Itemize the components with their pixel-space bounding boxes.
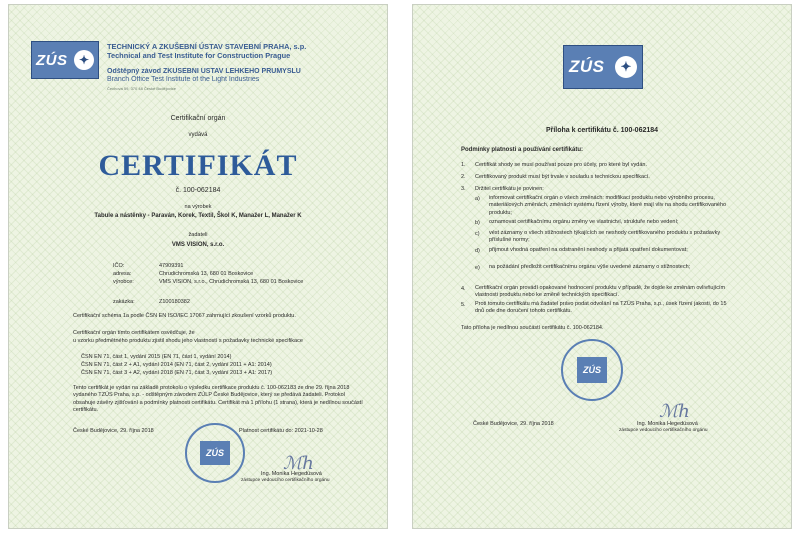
- item-number: 4.: [461, 286, 466, 292]
- validity-date: Platnost certifikátu do: 2021-10-28: [239, 428, 323, 434]
- item-number: 3.: [461, 186, 466, 192]
- condition-item: Certifikovaný produkt musí být trvale v souladu s technickou specifikací.: [475, 174, 650, 180]
- field-label: adresa:: [113, 271, 132, 277]
- signature-icon: ℳh: [283, 453, 314, 474]
- stamp-logo: ZÚS: [200, 441, 229, 466]
- condition-item: Proti tomuto certifikátu má žadatel právo podat odvolání na TZÚS Praha, s.p., úsek řízení jakosti, do 15 dnů ode dne doručení tohoto certifikátu.: [475, 301, 727, 315]
- item-number: 2.: [461, 174, 466, 180]
- annex-page: [412, 4, 792, 529]
- certificate-page: [8, 4, 388, 529]
- institute-name-en: Technical and Test Institute for Construction Prague: [107, 51, 291, 60]
- issues-label: vydává: [188, 132, 208, 138]
- attest-line-1: Certifikační orgán tímto certifikátem osvědčuje, že: [73, 330, 195, 336]
- condition-subitem: oznamovat certifikačnímu orgánu změny ve vlastnictví, struktuře nebo vedení;: [489, 219, 679, 225]
- branch-office-name-en: Branch Office Test Institute of the Light Industries: [107, 76, 260, 83]
- annex-title: Příloha k certifikátu č. 100-062184: [545, 127, 659, 134]
- certifying-body: Certifikační orgán: [170, 115, 226, 122]
- basis-text: Tento certifikát je vydán na základě protokolu o výsledku certifikace produktu č. 100-062183 ze dne 29. října 2018 vydaného TZÚS Praha, s.p. - odštěpným závodem ZÚLP České Budějovice, který se předává žadateli. Protokol obsahuje závěry zjišťování a podmínky platnosti certifikátu. Certifikát má 1 přílohu (1 strana), která je nedílnou součástí certifikátu.: [73, 385, 363, 414]
- scheme-text: Certifikační schéma 1a podle ČSN EN ISO/IEC 17067 zahrnující zkoušení vzorků produktu.: [73, 313, 296, 319]
- institute-name: TECHNICKÝ A ZKUŠEBNÍ ÚSTAV STAVEBNÍ PRAHA, s.p.: [107, 42, 307, 51]
- condition-item: Certifikační orgán provádí opakované hodnocení produktu v případě, že dojde ke změnám ovlivňujícím vlastnosti produktu nebo ke změně technických specifikací.: [475, 285, 726, 299]
- attest-line-2: u vzorku předmětného produktu zjistil shodu jeho vlastností s požadavky technické specifikace: [73, 338, 303, 344]
- item-number: 5.: [461, 302, 466, 308]
- product-name: Tabule a nástěnky - Paraván, Korek, Textil, Škol K, Manažer L, Manažer K: [94, 213, 302, 219]
- field-label: výrobce:: [113, 279, 134, 285]
- signatory-name: Ing. Monika Hegedüsová: [261, 471, 322, 477]
- logo-text: ZÚS: [36, 51, 68, 69]
- field-value: VMS VISION, s.r.o., Chrudichromská 13, 680 01 Boskovice: [159, 279, 304, 285]
- zus-logo: [31, 41, 99, 79]
- condition-subitem: informovat certifikační orgán o všech změnách: modifikaci produktu nebo výrobního procesu, materiálových změnách, změnách systému řízení výroby, které mají vliv na shodu certifikovaného produktu;: [489, 195, 727, 216]
- field-label: IČO:: [113, 263, 125, 269]
- standard-item: ČSN EN 71, část 1, vydání 2015 (EN 71, část 1, vydání 2014): [81, 354, 232, 360]
- subitem-letter: b): [475, 220, 480, 226]
- closing-text: Tato příloha je nedílnou součástí certifikátu č. 100-062184.: [461, 325, 604, 331]
- standard-item: ČSN EN 71, část 2 + A1, vydání 2014 (EN 71, část 2, vydání 2011 + A1: 2014): [81, 362, 272, 368]
- certificate-title: CERTIFIKÁT: [98, 149, 298, 182]
- zus-logo: [563, 45, 643, 89]
- logo-emblem-icon: ✦: [74, 50, 94, 70]
- subitem-letter: d): [475, 248, 480, 254]
- subitem-letter: a): [475, 196, 480, 202]
- official-stamp: [185, 423, 245, 483]
- signatory-role: zástupce vedoucího certifikačního orgánu: [241, 478, 330, 483]
- order-value: Z100180382: [159, 299, 190, 305]
- condition-item: Certifikát shody se musí používat pouze pro účely, pro které byl vydán.: [475, 162, 648, 168]
- branch-office-name: Odštěpný závod ZKUŠEBNÍ ÚSTAV LEHKÉHO PRŮMYSLU: [107, 68, 301, 75]
- standard-item: ČSN EN 71, část 3 + A2, vydání 2018 (EN 71, část 3, vydání 2013 + A1: 2017): [81, 370, 273, 376]
- signatory-name: Ing. Monika Hegedüsová: [637, 421, 698, 427]
- signature-icon: ℳh: [659, 401, 690, 422]
- product-label: na výrobek: [184, 204, 212, 210]
- logo-emblem-icon: ✦: [615, 56, 637, 78]
- applicant-label: žadateli: [188, 232, 208, 238]
- logo-text: ZÚS: [569, 57, 605, 76]
- field-value: Chrudichromská 13, 680 01 Boskovice: [159, 271, 254, 277]
- applicant-name: VMS VISION, s.r.o.: [171, 242, 225, 248]
- official-stamp: [561, 339, 623, 401]
- order-label: zakázka:: [113, 299, 135, 305]
- condition-item: Držitel certifikátu je povinen:: [475, 186, 544, 192]
- field-value: 47909391: [159, 263, 184, 269]
- place-date: České Budějovice, 29. října 2018: [473, 421, 554, 427]
- conditions-title: Podmínky platnosti a používání certifikátu:: [461, 147, 584, 153]
- stamp-logo: ZÚS: [577, 357, 607, 383]
- certificate-number: č. 100-062184: [175, 187, 221, 194]
- item-number: 1.: [461, 162, 466, 168]
- institute-address: Čechova 59, 370 48 České Budějovice: [107, 86, 176, 91]
- subitem-letter: c): [475, 231, 480, 237]
- signatory-role: zástupce vedoucího certifikačního orgánu: [619, 428, 708, 433]
- subitem-letter: e): [475, 265, 480, 271]
- condition-subitem: vést záznamy o všech stížnostech týkajících se neshody certifikovaného produktu s požadavky příslušné normy;: [489, 230, 721, 244]
- place-date: České Budějovice, 29. října 2018: [73, 428, 154, 434]
- condition-subitem: na požádání předložit certifikačnímu orgánu výše uvedené záznamy o stížnostech;: [489, 264, 691, 270]
- condition-subitem: přijmout vhodná opatření na odstranění neshody a přijatá opatření dokumentovat;: [489, 247, 688, 253]
